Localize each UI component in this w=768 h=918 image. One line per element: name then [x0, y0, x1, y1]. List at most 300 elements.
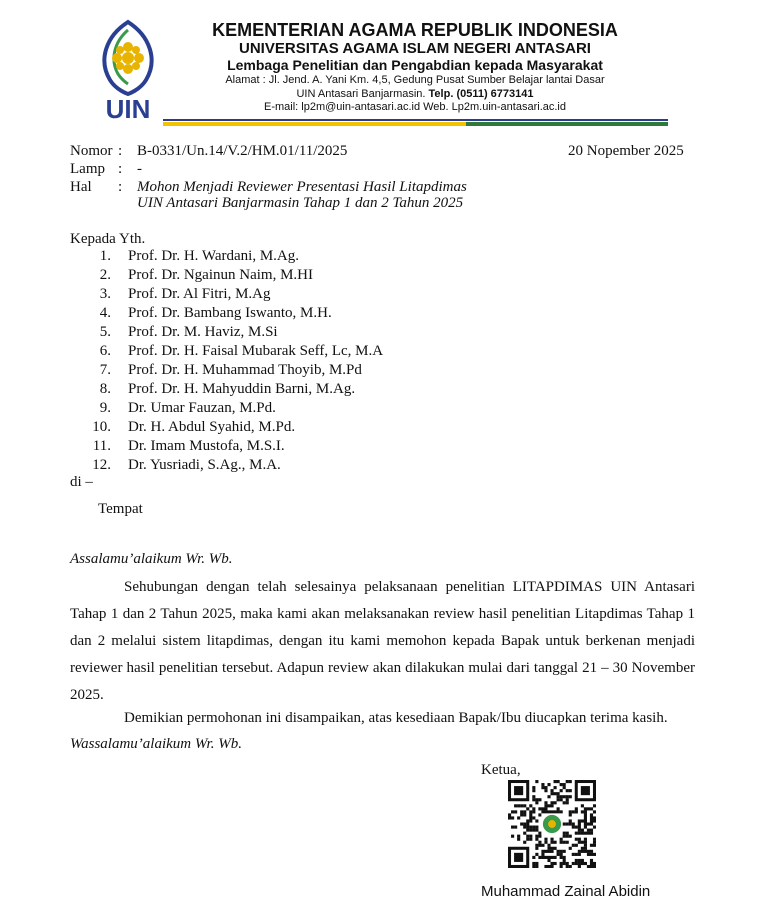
- qr-module: [529, 819, 532, 822]
- qr-module: [526, 838, 529, 841]
- qr-module: [578, 829, 581, 832]
- qr-module: [538, 856, 541, 859]
- qr-module: [554, 810, 557, 813]
- qr-module: [526, 822, 529, 825]
- qr-module: [578, 853, 581, 856]
- recipient-name: Dr. H. Abdul Syahid, M.Pd.: [128, 419, 296, 435]
- qr-module: [566, 822, 569, 825]
- qr-module: [560, 862, 563, 865]
- qr-module: [569, 865, 572, 868]
- qr-module: [587, 829, 590, 832]
- qr-module: [535, 847, 538, 850]
- qr-module: [511, 816, 514, 819]
- qr-module: [572, 862, 575, 865]
- qr-module: [523, 826, 526, 829]
- qr-module: [563, 850, 566, 853]
- qr-module: [593, 810, 596, 813]
- qr-module: [517, 804, 520, 807]
- qr-module: [584, 816, 587, 819]
- qr-module: [535, 819, 538, 822]
- qr-module: [593, 816, 596, 819]
- qr-module: [532, 862, 535, 865]
- qr-module: [523, 810, 526, 813]
- qr-module: [520, 810, 523, 813]
- qr-module: [547, 865, 550, 868]
- qr-module: [563, 801, 566, 804]
- qr-module: [544, 850, 547, 853]
- qr-module: [578, 850, 581, 853]
- qr-module: [584, 832, 587, 835]
- qr-module: [590, 865, 593, 868]
- qr-module: [544, 789, 547, 792]
- qr-module: [560, 853, 563, 856]
- recipient-number: 5.: [99, 324, 111, 340]
- qr-module: [538, 813, 541, 816]
- lamp-label: Lamp: [70, 161, 105, 177]
- qr-module: [563, 859, 566, 862]
- address-city: UIN Antasari Banjarmasin.: [296, 88, 426, 100]
- qr-module: [572, 844, 575, 847]
- qr-module: [581, 819, 584, 822]
- qr-module: [566, 835, 569, 838]
- qr-module: [560, 856, 563, 859]
- qr-module: [535, 798, 538, 801]
- recipient-number: 4.: [99, 305, 111, 321]
- qr-module: [508, 816, 511, 819]
- qr-module: [593, 826, 596, 829]
- qr-module: [560, 838, 563, 841]
- qr-module: [544, 807, 547, 810]
- qr-module: [535, 844, 538, 847]
- qr-module: [581, 859, 584, 862]
- qr-module: [550, 850, 553, 853]
- qr-module: [566, 789, 569, 792]
- qr-module: [560, 810, 563, 813]
- qr-module: [554, 841, 557, 844]
- qr-module: [541, 783, 544, 786]
- qr-module: [520, 813, 523, 816]
- qr-module: [584, 807, 587, 810]
- qr-module: [520, 822, 523, 825]
- logo-petal: [123, 42, 133, 52]
- qr-module: [523, 804, 526, 807]
- qr-module: [538, 832, 541, 835]
- qr-module: [560, 798, 563, 801]
- qr-module: [554, 856, 557, 859]
- qr-module: [547, 844, 550, 847]
- logo-petal: [116, 46, 124, 54]
- qr-module: [511, 826, 514, 829]
- qr-module: [532, 829, 535, 832]
- qr-module: [529, 810, 532, 813]
- qr-module: [590, 859, 593, 862]
- recipient-number: 2.: [99, 267, 111, 283]
- qr-module: [517, 816, 520, 819]
- qr-module: [569, 835, 572, 838]
- qr-module: [563, 862, 566, 865]
- qr-module: [550, 847, 553, 850]
- qr-module: [584, 819, 587, 822]
- salam-closing: Wassalamu’alaikum Wr. Wb.: [70, 736, 242, 752]
- logo-flower-center: [122, 52, 134, 64]
- qr-module: [544, 841, 547, 844]
- letter-date: 20 Nopember 2025: [568, 143, 684, 159]
- qr-module: [560, 789, 563, 792]
- qr-module: [535, 801, 538, 804]
- qr-module: [587, 853, 590, 856]
- qr-module: [563, 841, 566, 844]
- qr-module: [569, 789, 572, 792]
- qr-module: [557, 807, 560, 810]
- qr-module: [590, 813, 593, 816]
- qr-module: [587, 832, 590, 835]
- qr-module: [544, 838, 547, 841]
- qr-module: [520, 804, 523, 807]
- logo-petal: [123, 64, 133, 74]
- qr-module: [563, 822, 566, 825]
- recipient-name: Prof. Dr. H. Wardani, M.Ag.: [128, 248, 299, 264]
- qr-module: [535, 853, 538, 856]
- qr-module: [590, 850, 593, 853]
- qr-module: [541, 856, 544, 859]
- qr-module: [535, 835, 538, 838]
- qr-module: [532, 865, 535, 868]
- qr-module: [584, 862, 587, 865]
- qr-module: [550, 841, 553, 844]
- qr-module: [590, 853, 593, 856]
- lamp-value: -: [137, 161, 142, 177]
- qr-module: [511, 835, 514, 838]
- qr-module: [547, 856, 550, 859]
- nomor-colon: :: [118, 143, 123, 159]
- qr-module: [508, 813, 511, 816]
- qr-module: [581, 841, 584, 844]
- qr-module: [587, 850, 590, 853]
- address-line-2: [185, 88, 645, 100]
- qr-module: [538, 798, 541, 801]
- qr-module: [578, 862, 581, 865]
- qr-finder: [514, 853, 523, 862]
- qr-module: [572, 826, 575, 829]
- qr-module: [544, 865, 547, 868]
- qr-module: [529, 813, 532, 816]
- qr-module: [544, 856, 547, 859]
- qr-center-dot: [548, 820, 556, 828]
- qr-module: [575, 844, 578, 847]
- qr-module: [584, 844, 587, 847]
- qr-module: [575, 862, 578, 865]
- qr-module: [526, 819, 529, 822]
- qr-module: [547, 795, 550, 798]
- qr-module: [532, 795, 535, 798]
- qr-module: [578, 841, 581, 844]
- qr-module: [566, 798, 569, 801]
- qr-module: [563, 786, 566, 789]
- qr-module: [532, 810, 535, 813]
- hal-label: Hal: [70, 179, 92, 195]
- qr-module: [584, 847, 587, 850]
- qr-module: [569, 795, 572, 798]
- qr-module: [569, 822, 572, 825]
- recipient-number: 10.: [92, 419, 111, 435]
- qr-module: [514, 826, 517, 829]
- qr-module: [569, 819, 572, 822]
- qr-module: [566, 832, 569, 835]
- qr-module: [581, 810, 584, 813]
- qr-module: [529, 829, 532, 832]
- qr-module: [557, 795, 560, 798]
- qr-module: [535, 862, 538, 865]
- qr-module: [581, 832, 584, 835]
- qr-module: [581, 862, 584, 865]
- qr-module: [575, 832, 578, 835]
- recipient-number: 8.: [99, 381, 111, 397]
- qr-module: [560, 783, 563, 786]
- qr-module: [584, 813, 587, 816]
- qr-module: [590, 844, 593, 847]
- qr-module: [569, 847, 572, 850]
- qr-module: [575, 838, 578, 841]
- qr-module: [572, 810, 575, 813]
- qr-module: [514, 810, 517, 813]
- qr-module: [557, 850, 560, 853]
- qr-module: [526, 835, 529, 838]
- qr-module: [523, 813, 526, 816]
- recipient-number: 9.: [99, 400, 111, 416]
- qr-module: [569, 810, 572, 813]
- logo-petal: [134, 53, 144, 63]
- nomor-value: B-0331/Un.14/V.2/HM.01/11/2025: [137, 143, 348, 159]
- qr-module: [566, 865, 569, 868]
- qr-module: [532, 786, 535, 789]
- address-phone: Telp. (0511) 6773141: [428, 88, 534, 100]
- recipient-name: Prof. Dr. H. Mahyuddin Barni, M.Ag.: [128, 381, 356, 397]
- qr-module: [578, 865, 581, 868]
- logo-petal: [112, 53, 122, 63]
- qr-module: [560, 795, 563, 798]
- qr-module: [541, 807, 544, 810]
- qr-module: [557, 798, 560, 801]
- qr-module: [557, 810, 560, 813]
- logo-petal: [132, 46, 140, 54]
- qr-module: [566, 795, 569, 798]
- qr-module: [587, 822, 590, 825]
- qr-module: [523, 832, 526, 835]
- sign-title: Ketua,: [481, 762, 521, 778]
- qr-module: [541, 850, 544, 853]
- qr-module: [560, 865, 563, 868]
- header-rule-blue: [163, 119, 668, 121]
- qr-module: [529, 838, 532, 841]
- qr-module: [563, 795, 566, 798]
- qr-module: [538, 844, 541, 847]
- qr-module: [581, 850, 584, 853]
- qr-module: [593, 844, 596, 847]
- qr-module: [550, 862, 553, 865]
- qr-module: [566, 780, 569, 783]
- salam-opening: Assalamu’alaikum Wr. Wb.: [70, 551, 233, 567]
- qr-module: [554, 786, 557, 789]
- qr-module: [578, 838, 581, 841]
- qr-module: [535, 865, 538, 868]
- nomor-label: Nomor: [70, 143, 113, 159]
- qr-signature: [508, 780, 596, 868]
- tempat-label: Tempat: [98, 501, 143, 517]
- qr-module: [550, 865, 553, 868]
- qr-module: [590, 829, 593, 832]
- qr-module: [575, 810, 578, 813]
- recipient-number: 12.: [92, 457, 111, 473]
- qr-module: [590, 807, 593, 810]
- qr-module: [526, 807, 529, 810]
- address-line-1: Alamat : Jl. Jend. A. Yani Km. 4,5, Gedung Pusat Sumber Belajar lantai Dasar: [225, 74, 605, 86]
- qr-finder: [514, 786, 523, 795]
- recipient-name: Prof. Dr. H. Faisal Mubarak Seff, Lc, M.A: [128, 343, 384, 359]
- qr-module: [593, 838, 596, 841]
- lamp-colon: :: [118, 161, 123, 177]
- recipient-name: Prof. Dr. Ngainun Naim, M.HI: [128, 267, 313, 283]
- qr-module: [590, 862, 593, 865]
- qr-module: [523, 822, 526, 825]
- qr-module: [541, 853, 544, 856]
- qr-module: [517, 838, 520, 841]
- qr-module: [578, 822, 581, 825]
- qr-module: [578, 832, 581, 835]
- recipient-number: 1.: [99, 248, 111, 264]
- qr-module: [538, 807, 541, 810]
- di-label: di –: [70, 474, 93, 490]
- qr-module: [584, 838, 587, 841]
- qr-module: [544, 804, 547, 807]
- qr-module: [563, 832, 566, 835]
- qr-module: [532, 856, 535, 859]
- qr-module: [554, 847, 557, 850]
- qr-module: [550, 838, 553, 841]
- qr-module: [590, 822, 593, 825]
- qr-module: [557, 853, 560, 856]
- recipient-number: 7.: [99, 362, 111, 378]
- hal-value-line-2: UIN Antasari Banjarmasin Tahap 1 dan 2 Tahun 2025: [137, 195, 464, 211]
- qr-module: [532, 816, 535, 819]
- qr-module: [590, 816, 593, 819]
- qr-module: [526, 826, 529, 829]
- qr-module: [532, 826, 535, 829]
- qr-module: [578, 819, 581, 822]
- qr-module: [535, 829, 538, 832]
- qr-module: [544, 801, 547, 804]
- qr-module: [535, 780, 538, 783]
- qr-module: [581, 847, 584, 850]
- header-rule-color: [163, 122, 668, 126]
- qr-module: [547, 810, 550, 813]
- qr-module: [563, 835, 566, 838]
- qr-module: [526, 829, 529, 832]
- qr-module: [587, 865, 590, 868]
- qr-module: [541, 786, 544, 789]
- qr-module: [575, 853, 578, 856]
- qr-module: [563, 856, 566, 859]
- qr-module: [581, 804, 584, 807]
- recipient-name: Prof. Dr. Al Fitri, M.Ag: [128, 286, 271, 302]
- logo-petal: [116, 62, 124, 70]
- qr-module: [584, 850, 587, 853]
- qr-module: [529, 835, 532, 838]
- qr-module: [584, 826, 587, 829]
- qr-module: [529, 816, 532, 819]
- qr-module: [593, 862, 596, 865]
- qr-module: [593, 819, 596, 822]
- qr-module: [581, 829, 584, 832]
- qr-module: [584, 822, 587, 825]
- qr-module: [554, 801, 557, 804]
- recipient-number: 3.: [99, 286, 111, 302]
- recipient-name: Prof. Dr. H. Muhammad Thoyib, M.Pd: [128, 362, 362, 378]
- qr-module: [529, 826, 532, 829]
- recipient-number: 11.: [92, 438, 111, 454]
- qr-module: [575, 807, 578, 810]
- qr-module: [578, 826, 581, 829]
- qr-module: [511, 810, 514, 813]
- qr-module: [572, 822, 575, 825]
- qr-finder: [581, 786, 590, 795]
- qr-module: [569, 813, 572, 816]
- qr-module: [547, 850, 550, 853]
- qr-module: [517, 835, 520, 838]
- qr-module: [566, 801, 569, 804]
- qr-module: [575, 859, 578, 862]
- qr-module: [590, 819, 593, 822]
- qr-module: [578, 859, 581, 862]
- closing-sentence: Demikian permohonan ini disampaikan, atas kesediaan Bapak/Ibu diucapkan terima kasih.: [124, 710, 668, 726]
- qr-module: [590, 832, 593, 835]
- qr-module: [547, 783, 550, 786]
- qr-module: [557, 780, 560, 783]
- qr-module: [572, 853, 575, 856]
- qr-module: [554, 792, 557, 795]
- qr-module: [593, 841, 596, 844]
- recipient-number: 6.: [99, 343, 111, 359]
- uin-logo: [88, 18, 168, 122]
- logo-petal: [132, 62, 140, 70]
- qr-module: [593, 853, 596, 856]
- kepada-label: Kepada Yth.: [70, 231, 146, 247]
- qr-module: [563, 783, 566, 786]
- qr-module: [538, 835, 541, 838]
- qr-module: [593, 865, 596, 868]
- qr-module: [550, 856, 553, 859]
- qr-module: [544, 810, 547, 813]
- qr-module: [547, 804, 550, 807]
- recipient-name: Prof. Dr. Bambang Iswanto, M.H.: [128, 305, 332, 321]
- qr-module: [541, 844, 544, 847]
- qr-module: [535, 826, 538, 829]
- qr-module: [560, 841, 563, 844]
- qr-module: [532, 807, 535, 810]
- recipient-name: Dr. Imam Mustofa, M.S.I.: [128, 438, 285, 454]
- qr-module: [587, 807, 590, 810]
- recipient-name: Dr. Umar Fauzan, M.Pd.: [128, 400, 276, 416]
- signer-name: Muhammad Zainal Abidin: [481, 883, 651, 900]
- qr-module: [550, 792, 553, 795]
- qr-module: [584, 841, 587, 844]
- qr-module: [569, 780, 572, 783]
- qr-module: [529, 804, 532, 807]
- qr-module: [557, 792, 560, 795]
- qr-module: [535, 838, 538, 841]
- qr-module: [550, 804, 553, 807]
- qr-module: [547, 859, 550, 862]
- qr-module: [532, 798, 535, 801]
